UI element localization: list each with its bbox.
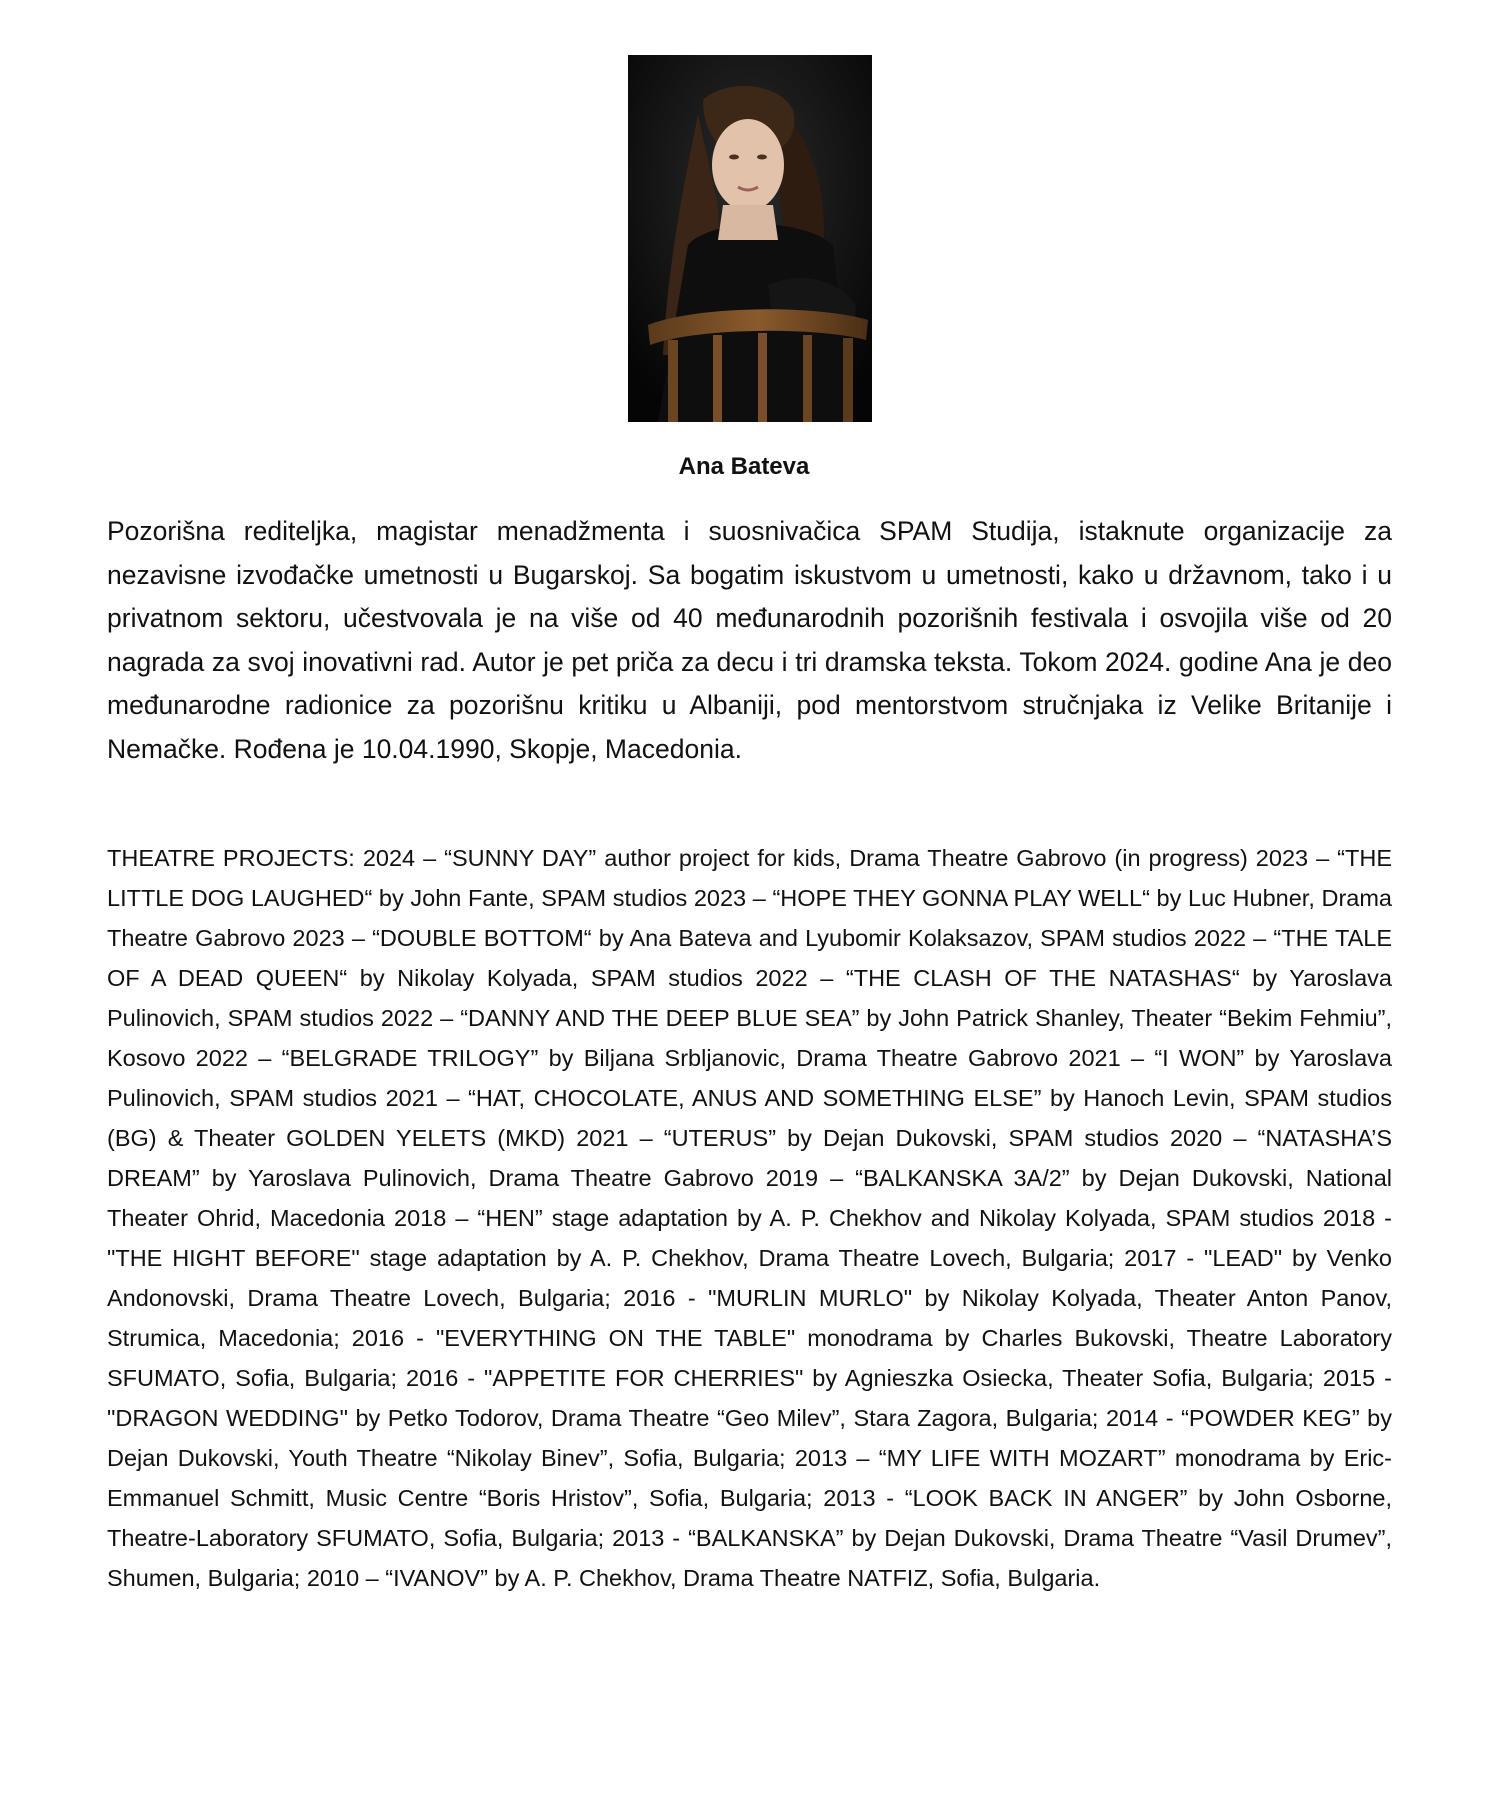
biography-paragraph: Pozorišna rediteljka, magistar menadžmenta i suosnivačica SPAM Studija, istaknute organizacije za nezavisne izvođačke umetnosti u Bugarskoj. Sa bogatim iskustvom u umetnosti, kako u državnom, tako i u privatnom sektoru, učestvovala je na više od 40 međunarodnih pozorišnih festivala i osvojila više od 20 nagrada za svoj inovativni rad. Autor je pet priča za decu i tri dramska teksta. Tokom 2024. godine Ana je deo međunarodne radionice za pozorišnu kritiku u Albaniji, pod mentorstvom stručnjaka iz Velike Britanije i Nemačke. Rođena je 10.04.1990, Skopje, Macedonia. bbox=[107, 516, 1392, 764]
portrait-illustration bbox=[628, 55, 872, 422]
theatre-projects-paragraph: THEATRE PROJECTS: 2024 – “SUNNY DAY” author project for kids, Drama Theatre Gabrovo (in progress) 2023 – “THE LITTLE DOG LAUGHED“ by John Fante, SPAM studios 2023 – “HOPE THEY GONNA PLAY WELL“ by Luc Hubner, Drama Theatre Gabrovo 2023 – “DOUBLE BOTTOM“ by Ana Bateva and Lyubomir Kolaksazov, SPAM studios 2022 – “THE TALE OF A DEAD QUEEN“ by Nikolay Kolyada, SPAM studios 2022 – “THE CLASH OF THE NATASHAS“ by Yaroslava Pulinovich, SPAM studios 2022 – “DANNY AND THE DEEP BLUE SEA” by John Patrick Shanley, Theater “Bekim Fehmiu”, Kosovo 2022 – “BELGRADE TRILOGY” by Biljana Srbljanovic, Drama Theatre Gabrovo 2021 – “I WON” by Yaroslava Pulinovich, SPAM studios 2021 – “HAT, CHOCOLATE, ANUS AND SOMETHING ELSE” by Hanoch Levin, SPAM studios (BG) & Theater GOLDEN YELETS (MKD) 2021 – “UTERUS” by Dejan Dukovski, SPAM studios 2020 – “NATASHA’S DREAM” by Yaroslava Pulinovich, Drama Theatre Gabrovo 2019 – “BALKANSKA 3A/2” by Dejan Dukovski, National Theater Ohrid, Macedonia 2018 – “HEN” stage adaptation by A. P. Chekhov and Nikolay Kolyada, SPAM studios 2018 - "THE HIGHT BEFORE" stage adaptation by A. P. Chekhov, Drama Theatre Lovech, Bulgaria; 2017 - "LEAD" by Venko Andonovski, Drama Theatre Lovech, Bulgaria; 2016 - "MURLIN MURLO" by Nikolay Kolyada, Theater Anton Panov, Strumica, Macedonia; 2016 - "EVERYTHING ON THE TABLE" monodrama by Charles Bukovski, Theatre Laboratory SFUMATO, Sofia, Bulgaria; 2016 - "APPETITE FOR CHERRIES" by Agnieszka Osiecka, Theater Sofia, Bulgaria; 2015 - "DRAGON WEDDING" by Petko Todorov, Drama Theatre “Geo Milev”, Stara Zagora, Bulgaria; 2014 - “POWDER KEG” by Dejan Dukovski, Youth Theatre “Nikolay Binev”, Sofia, Bulgaria; 2013 – “MY LIFE WITH MOZART” monodrama by Eric-Emmanuel Schmitt, Music Centre “Boris Hristov”, Sofia, Bulgaria; 2013 - “LOOK BACK IN ANGER” by John Osborne, Theatre-Laboratory SFUMATO, Sofia, Bulgaria; 2013 - “BALKANSKA” by Dejan Dukovski, Drama Theatre “Vasil Drumev”, Shumen, Bulgaria; 2010 – “IVANOV” by A. P. Chekhov, Drama Theatre NATFIZ, Sofia, Bulgaria. bbox=[107, 845, 1392, 1591]
person-name: Ana Bateva bbox=[678, 453, 810, 480]
portrait-photo bbox=[628, 55, 872, 422]
